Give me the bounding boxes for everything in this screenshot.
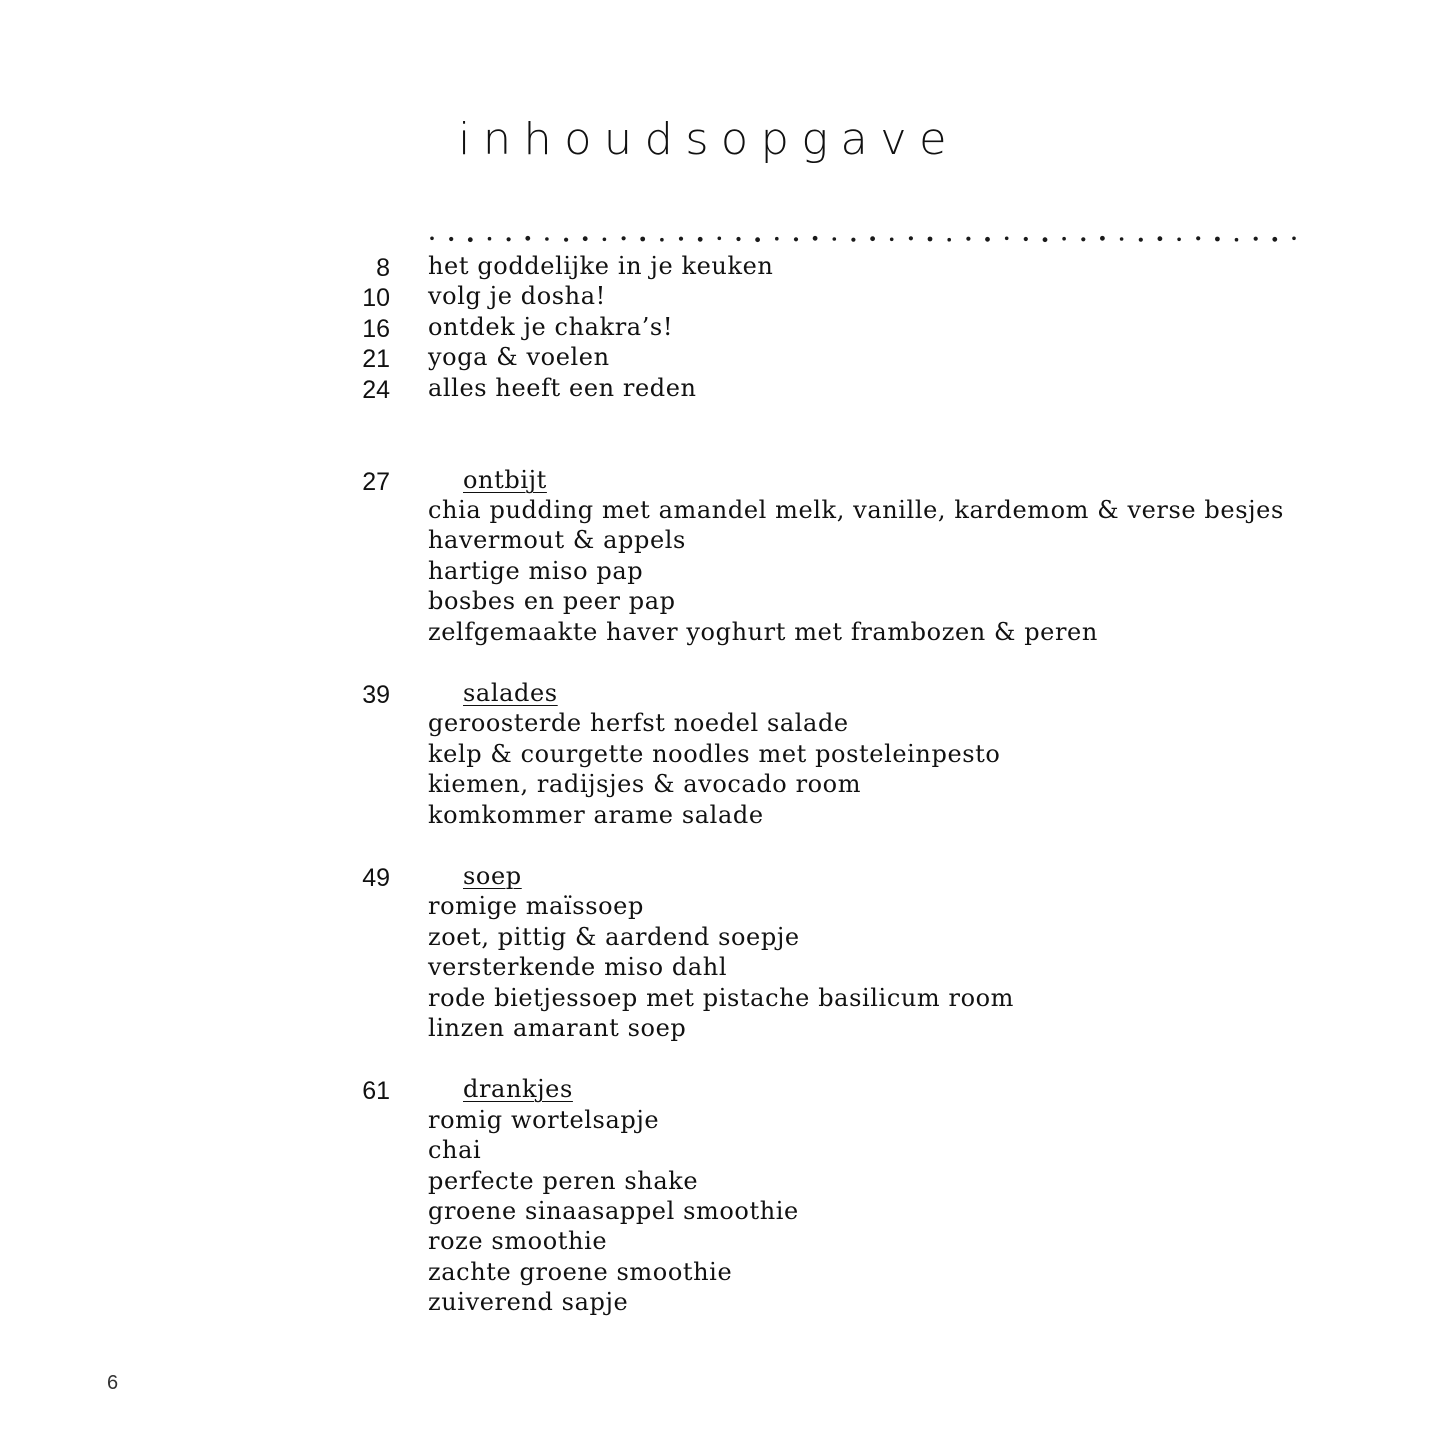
divider-dot bbox=[1062, 237, 1066, 241]
toc-row-intro-3 bbox=[0, 313, 1440, 343]
divider-dot bbox=[430, 237, 434, 241]
toc-entry: chai bbox=[428, 1136, 482, 1164]
toc-row bbox=[0, 587, 1440, 617]
divider-dot bbox=[794, 237, 798, 241]
toc-row bbox=[0, 892, 1440, 922]
toc-entry: romig wortelsapje bbox=[428, 1106, 660, 1134]
toc-row bbox=[0, 526, 1440, 556]
divider-dot bbox=[985, 237, 990, 242]
divider-dot bbox=[564, 238, 568, 242]
divider-dot bbox=[890, 238, 894, 242]
toc-entry: bosbes en peer pap bbox=[428, 587, 676, 615]
page-number: 21 bbox=[362, 345, 390, 373]
toc-row bbox=[0, 1136, 1440, 1166]
toc-row bbox=[0, 801, 1440, 831]
divider-dot bbox=[1081, 237, 1085, 241]
divider-dot bbox=[718, 237, 722, 241]
toc-row-intro-2 bbox=[0, 282, 1440, 312]
toc-entry: linzen amarant soep bbox=[428, 1014, 687, 1042]
toc-entry: perfecte peren shake bbox=[428, 1167, 699, 1195]
divider-dot bbox=[468, 237, 473, 242]
section-heading-salades bbox=[0, 679, 1440, 709]
toc-row bbox=[0, 709, 1440, 739]
toc-entry: zachte groene smoothie bbox=[428, 1258, 733, 1286]
page-number: 27 bbox=[362, 468, 390, 496]
toc-entry: yoga & voelen bbox=[428, 343, 610, 371]
divider-dot bbox=[545, 237, 549, 241]
section-heading-soep bbox=[0, 862, 1440, 892]
toc-entry: roze smoothie bbox=[428, 1227, 608, 1255]
toc-entry: groene sinaasappel smoothie bbox=[428, 1197, 799, 1225]
toc-row bbox=[0, 496, 1440, 526]
toc-row-intro-1 bbox=[0, 252, 1440, 282]
section-heading-drankjes bbox=[0, 1075, 1440, 1105]
toc-row bbox=[0, 984, 1440, 1014]
divider-dot bbox=[1292, 237, 1296, 241]
toc-entry: zoet, pittig & aardend soepje bbox=[428, 923, 800, 951]
divider-dot bbox=[507, 237, 511, 241]
toc-row-intro-5 bbox=[0, 374, 1440, 404]
divider-dot bbox=[449, 237, 453, 241]
divider-dot bbox=[1024, 237, 1028, 241]
divider-dot bbox=[488, 237, 492, 241]
divider-dot bbox=[698, 237, 703, 242]
toc-entry: kiemen, radijsjes & avocado room bbox=[428, 770, 862, 798]
toc-row bbox=[0, 1197, 1440, 1227]
divider-dot bbox=[1005, 237, 1009, 241]
toc-row bbox=[0, 1167, 1440, 1197]
toc-row bbox=[0, 1288, 1440, 1318]
divider-dot bbox=[660, 238, 664, 242]
page-number: 24 bbox=[362, 376, 390, 404]
toc-entry: hartige miso pap bbox=[428, 557, 644, 585]
toc-row bbox=[0, 618, 1440, 648]
toc-row bbox=[0, 1014, 1440, 1044]
section-title: ontbijt bbox=[463, 466, 547, 494]
page-number: 16 bbox=[362, 315, 390, 343]
toc-entry: het goddelijke in je keuken bbox=[428, 252, 774, 280]
divider-dot bbox=[583, 236, 588, 241]
page-number: 10 bbox=[362, 284, 390, 312]
toc-entry: volg je dosha! bbox=[428, 282, 606, 310]
divider-dot bbox=[1215, 237, 1220, 242]
toc-entry: romige maïssoep bbox=[428, 892, 644, 920]
divider-dot bbox=[1177, 238, 1181, 242]
toc-row bbox=[0, 740, 1440, 770]
divider-dot bbox=[813, 236, 818, 241]
toc-row bbox=[0, 1258, 1440, 1288]
toc-entry: chia pudding met amandel melk, vanille, kardemom & verse besjes bbox=[428, 496, 1284, 524]
divider-dot bbox=[909, 236, 913, 240]
divider-dot bbox=[755, 237, 760, 242]
divider-dot bbox=[525, 236, 530, 241]
toc-entry: kelp & courgette noodles met posteleinpesto bbox=[428, 740, 1001, 768]
divider-dot bbox=[736, 237, 740, 241]
divider-dot bbox=[851, 238, 855, 242]
toc-entry: alles heeft een reden bbox=[428, 374, 697, 402]
toc-entry: ontdek je chakra’s! bbox=[428, 313, 674, 341]
toc-row bbox=[0, 1227, 1440, 1257]
page-number: 49 bbox=[362, 864, 390, 892]
divider-dot bbox=[870, 236, 875, 241]
toc-row-intro-4 bbox=[0, 343, 1440, 373]
toc-entry: havermout & appels bbox=[428, 526, 686, 554]
divider-dot bbox=[928, 237, 933, 242]
divider-dot bbox=[640, 237, 645, 242]
toc-row bbox=[0, 1106, 1440, 1136]
divider-dot bbox=[1272, 237, 1277, 242]
page-number: 61 bbox=[362, 1077, 390, 1105]
toc-entry: versterkende miso dahl bbox=[428, 953, 728, 981]
page-folio: 6 bbox=[107, 1372, 119, 1394]
divider-dot bbox=[1235, 238, 1239, 242]
divider-dot bbox=[833, 237, 837, 241]
section-title: soep bbox=[463, 862, 522, 890]
divider-dot bbox=[1254, 237, 1258, 241]
toc-row bbox=[0, 557, 1440, 587]
divider-dot bbox=[1158, 236, 1163, 241]
divider-dot bbox=[1100, 236, 1105, 241]
dotted-divider bbox=[428, 234, 1298, 244]
page-title: inhoudsopgave bbox=[458, 114, 959, 165]
section-title: salades bbox=[463, 679, 558, 707]
toc-row bbox=[0, 953, 1440, 983]
toc-row bbox=[0, 923, 1440, 953]
divider-dot bbox=[1139, 238, 1143, 242]
divider-dot bbox=[622, 236, 626, 240]
toc-entry: zelfgemaakte haver yoghurt met frambozen & peren bbox=[428, 618, 1098, 646]
divider-dot bbox=[775, 237, 779, 241]
divider-dot bbox=[966, 237, 970, 241]
section-heading-ontbijt bbox=[0, 466, 1440, 496]
page-number: 8 bbox=[376, 254, 390, 282]
toc-entry: komkommer arame salade bbox=[428, 801, 764, 829]
toc-entry: geroosterde herfst noedel salade bbox=[428, 709, 849, 737]
divider-dot bbox=[1120, 237, 1124, 241]
divider-dot bbox=[679, 237, 683, 241]
toc-row bbox=[0, 770, 1440, 800]
divider-dot bbox=[947, 238, 951, 242]
section-title: drankjes bbox=[463, 1075, 573, 1103]
divider-dot bbox=[1043, 237, 1048, 242]
toc-entry: rode bietjessoep met pistache basilicum room bbox=[428, 984, 1015, 1012]
divider-dot bbox=[603, 238, 607, 242]
toc-entry: zuiverend sapje bbox=[428, 1288, 629, 1316]
page-number: 39 bbox=[362, 681, 390, 709]
divider-dot bbox=[1196, 236, 1200, 240]
